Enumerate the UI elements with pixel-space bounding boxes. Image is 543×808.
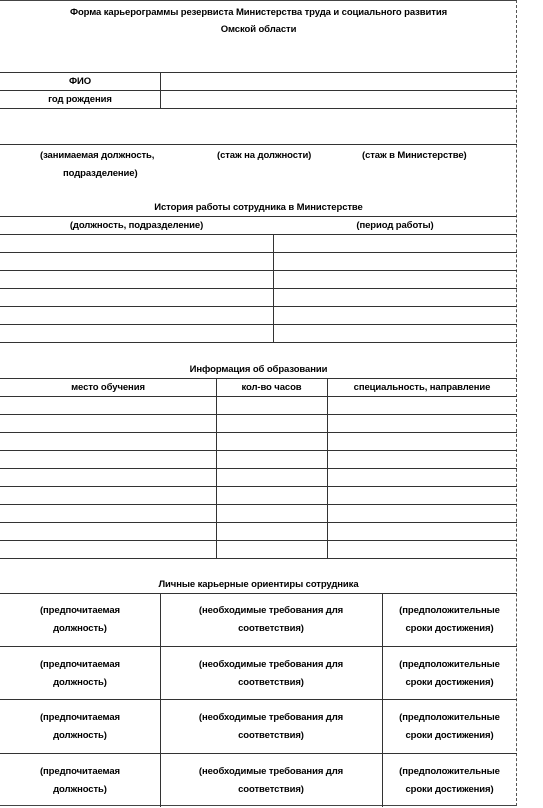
table-row-line	[0, 270, 517, 271]
work-history-col-period: (период работы)	[356, 220, 434, 231]
table-row-line	[0, 306, 517, 307]
education-col-hours: кол-во часов	[241, 382, 302, 393]
position-label-cont: подразделение)	[63, 168, 138, 179]
table-row-line	[0, 486, 517, 487]
birth-year-field[interactable]	[161, 91, 516, 108]
table-row-line	[0, 288, 517, 289]
table-row-line	[0, 540, 517, 541]
tenure-position-label: (стаж на должности)	[217, 150, 312, 161]
table-row-line	[0, 646, 517, 647]
education-col-place: место обучения	[71, 382, 145, 393]
table-row-line	[0, 558, 517, 559]
column-divider	[273, 234, 274, 342]
position-field[interactable]	[0, 109, 517, 144]
preferred-position-label-cont: должность)	[53, 623, 107, 634]
table-row-line	[0, 396, 517, 397]
requirements-label: (необходимые требования для	[198, 712, 344, 723]
preferred-position-label: (предпочитаемая	[39, 712, 120, 723]
preferred-position-label-cont: должность)	[53, 677, 107, 688]
table-row-line	[0, 753, 517, 754]
table-row-line	[0, 468, 517, 469]
fio-label: ФИО	[68, 76, 92, 87]
work-history-col-position: (должность, подразделение)	[69, 220, 204, 231]
divider	[0, 593, 517, 594]
table-row-line	[0, 342, 517, 343]
position-label: (занимаемая должность,	[40, 150, 155, 161]
table-row-line	[0, 414, 517, 415]
deadline-label: (предположительные	[399, 659, 500, 670]
deadline-label-cont: сроки достижения)	[405, 623, 494, 634]
form-title-line-2: Омской области	[220, 24, 297, 35]
deadline-label-cont: сроки достижения)	[405, 730, 494, 741]
career-title: Личные карьерные ориентиры сотрудника	[158, 579, 359, 590]
deadline-label: (предположительные	[399, 605, 500, 616]
table-row-line	[0, 504, 517, 505]
requirements-label: (необходимые требования для	[198, 766, 344, 777]
column-divider	[216, 378, 217, 558]
preferred-position-label-cont: должность)	[53, 784, 107, 795]
table-row-line	[0, 432, 517, 433]
education-col-specialty: специальность, направление	[353, 382, 491, 393]
education-title: Информация об образовании	[189, 364, 328, 375]
deadline-label-cont: сроки достижения)	[405, 784, 494, 795]
column-divider	[327, 378, 328, 558]
requirements-label-cont: соответствия)	[238, 623, 304, 634]
divider	[0, 144, 517, 145]
birth-year-label: год рождения	[48, 94, 112, 105]
preferred-position-label-cont: должность)	[53, 730, 107, 741]
fio-field[interactable]	[161, 73, 516, 90]
deadline-label: (предположительные	[399, 766, 500, 777]
requirements-label-cont: соответствия)	[238, 730, 304, 741]
preferred-position-label: (предпочитаемая	[39, 605, 120, 616]
table-row-line	[0, 324, 517, 325]
table-row-line	[0, 522, 517, 523]
table-row-line	[0, 252, 517, 253]
tenure-ministry-label: (стаж в Министерстве)	[362, 150, 467, 161]
deadline-label: (предположительные	[399, 712, 500, 723]
preferred-position-label: (предпочитаемая	[39, 659, 120, 670]
table-row-line	[0, 234, 517, 235]
requirements-label: (необходимые требования для	[198, 659, 344, 670]
work-history-title: История работы сотрудника в Министерстве	[154, 202, 363, 213]
requirements-label-cont: соответствия)	[238, 784, 304, 795]
table-row-line	[0, 699, 517, 700]
form-title-line-1: Форма карьерограммы резервиста Министерства труда и социального развития	[69, 7, 448, 18]
deadline-label-cont: сроки достижения)	[405, 677, 494, 688]
requirements-label: (необходимые требования для	[198, 605, 344, 616]
preferred-position-label: (предпочитаемая	[39, 766, 120, 777]
table-row-line	[0, 450, 517, 451]
requirements-label-cont: соответствия)	[238, 677, 304, 688]
